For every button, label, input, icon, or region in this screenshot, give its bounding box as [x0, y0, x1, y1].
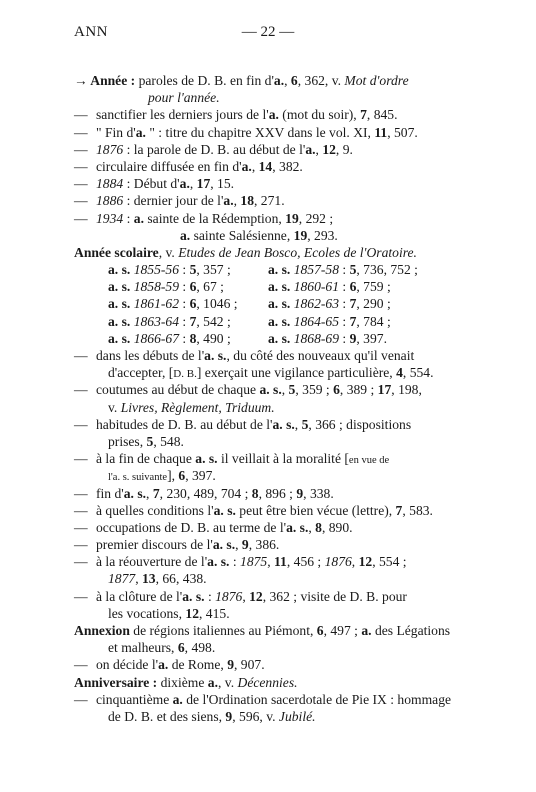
cross-reference: Livres, Règlement, Triduum.: [120, 399, 275, 415]
entry-line: de D. B. et des siens, 9, 596, v. Jubilé.: [108, 708, 316, 724]
entry-line: 1877, 13, 66, 438.: [108, 571, 207, 587]
entry-line: —sanctifier les derniers jours de l'a. (mot du soir), 7, 845.: [74, 107, 398, 123]
entry-line: v. Livres, Règlement, Triduum.: [108, 399, 275, 415]
cross-reference: Décennies.: [237, 674, 298, 690]
year-pair-row: a. s. 1866-67 : 8, 490 ; a. s. 1868-69 : 9, 397.: [108, 330, 387, 346]
entry-line: —habitudes de D. B. au début de l'a. s., 5, 366 ; dispositions: [74, 416, 412, 432]
index-body: [74, 72, 492, 725]
year-pair-row: a. s. 1858-59 : 6, 67 ; a. s. 1860-61 : 6, 759 ;: [108, 279, 391, 295]
entry-line: prises, 5, 548.: [108, 433, 184, 449]
running-head: ANN: [74, 24, 108, 40]
entry-line: —1876 : la parole de D. B. au début de l'a., 12, 9.: [74, 141, 353, 157]
entry-line: → Année : paroles de D. B. en fin d'a., 6, 362, v. Mot d'ordre: [74, 73, 409, 88]
entry-line: —à la clôture de l'a. s. : 1876, 12, 362 ; visite de D. B. pour: [74, 588, 407, 604]
entry-headword: Année :: [90, 73, 136, 88]
entry-line: Année scolaire, v. Etudes de Jean Bosco, Ecoles de l'Oratoire.: [74, 244, 417, 260]
entry-line: Annexion de régions italiennes au Piémont, 6, 497 ; a. des Légations: [74, 623, 451, 638]
entry-line: —dans les débuts de l'a. s., du côté des nouveaux qu'il venait: [74, 348, 415, 363]
entry-headword: Année scolaire: [74, 244, 159, 260]
entry-line: les vocations, 12, 415.: [108, 605, 230, 621]
entry-line: —on décide l'a. de Rome, 9, 907.: [74, 657, 265, 673]
entry-line: l'a. s. suivante], 6, 397.: [108, 468, 216, 484]
entry-line: —à la réouverture de l'a. s. : 1875, 11, 456 ; 1876, 12, 554 ;: [74, 554, 407, 570]
entry-line: et malheurs, 6, 498.: [108, 640, 216, 656]
entry-line: —premier discours de l'a. s., 9, 386.: [74, 537, 280, 553]
entry-line: —coutumes au début de chaque a. s., 5, 359 ; 6, 389 ; 17, 198,: [74, 382, 422, 398]
year-pair-row: a. s. 1863-64 : 7, 542 ; a. s. 1864-65 : 7, 784 ;: [108, 313, 391, 329]
cross-reference: Mot d'ordre: [344, 73, 409, 88]
entry-line: —" Fin d'a. " : titre du chapitre XXV dans le vol. XI, 11, 507.: [74, 124, 418, 140]
entry-line: pour l'année.: [148, 90, 220, 106]
entry-line: —circulaire diffusée en fin d'a., 14, 382.: [74, 158, 303, 174]
entry-line: —cinquantième a. de l'Ordination sacerdotale de Pie IX : hommage: [74, 691, 452, 707]
entry-headword: Annexion: [74, 623, 130, 638]
entry-line: d'accepter, [D. B.] exerçait une vigilance particulière, 4, 554.: [108, 365, 434, 381]
entry-line: —à la fin de chaque a. s. il veillait à la moralité [en vue de: [74, 451, 390, 467]
entry-line: —fin d'a. s., 7, 230, 489, 704 ; 8, 896 ; 9, 338.: [74, 485, 334, 501]
entry-line: Anniversaire : dixième a., v. Décennies.: [74, 674, 298, 690]
entry-line: a. sainte Salésienne, 19, 293.: [180, 227, 338, 243]
year-pair-row: a. s. 1861-62 : 6, 1046 ; a. s. 1862-63 : 7, 290 ;: [108, 296, 391, 312]
entry-line: —à quelles conditions l'a. s. peut être bien vécue (lettre), 7, 583.: [74, 502, 433, 518]
entry-headword: Anniversaire :: [74, 674, 158, 690]
cross-reference: Jubilé.: [278, 708, 316, 724]
entry-line: —1884 : Début d'a., 17, 15.: [74, 176, 235, 192]
entry-line: —1934 : a. sainte de la Rédemption, 19, 292 ;: [74, 210, 334, 226]
page-number: — 22 —: [241, 24, 295, 40]
entry-line: —occupations de D. B. au terme de l'a. s., 8, 890.: [74, 519, 353, 535]
cross-reference: Etudes de Jean Bosco, Ecoles de l'Oratoire.: [178, 244, 417, 260]
year-pair-row: a. s. 1855-56 : 5, 357 ; a. s. 1857-58 : 5, 736, 752 ;: [108, 262, 418, 278]
entry-line: —1886 : dernier jour de l'a., 18, 271.: [74, 193, 285, 209]
